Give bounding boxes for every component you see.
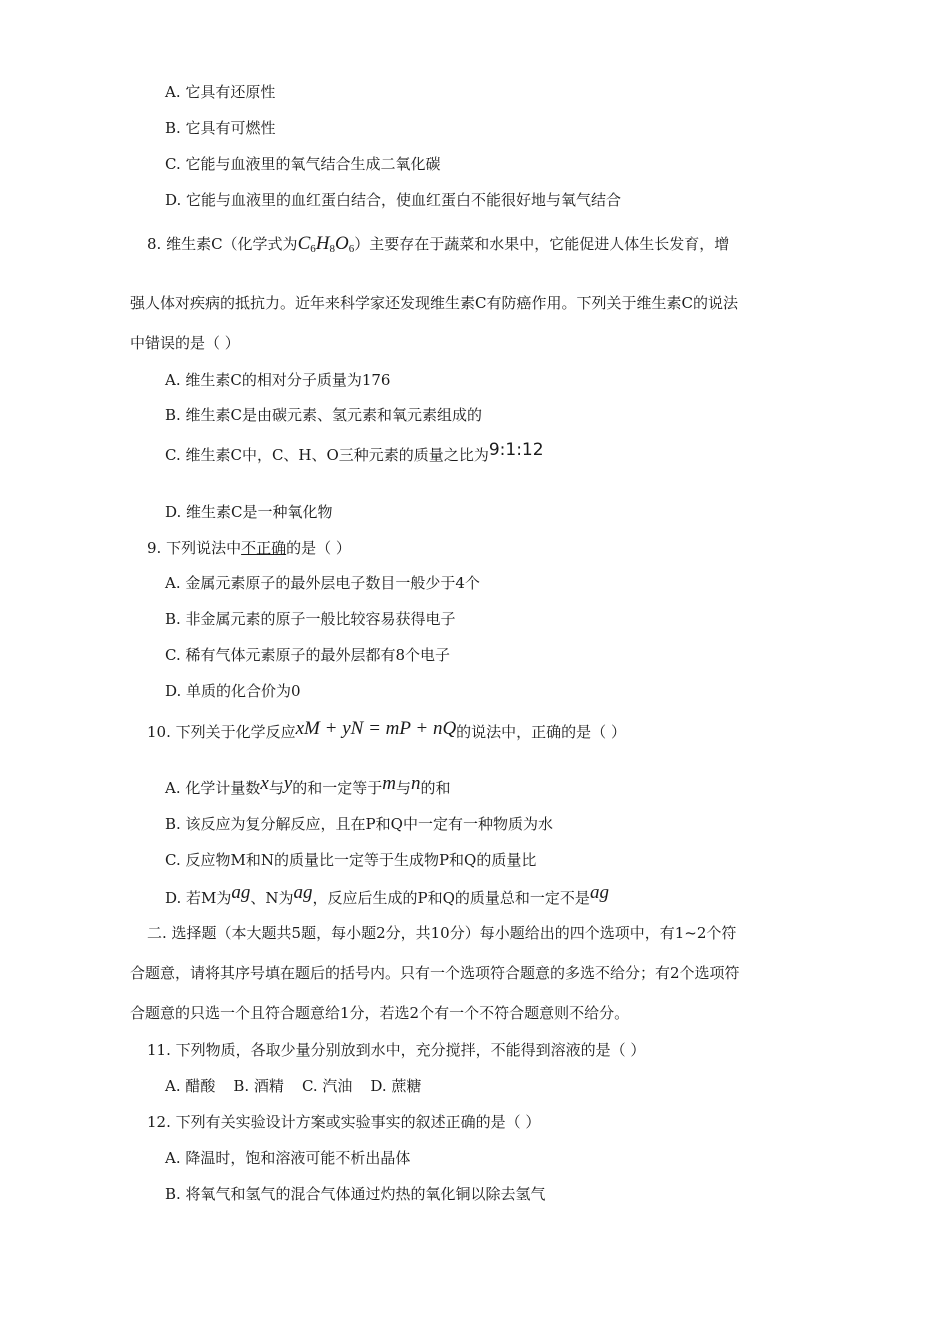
- q10-d-ag1: ag: [231, 882, 251, 903]
- q9-option-c: C. 稀有气体元素原子的最外层都有8个电子: [165, 646, 451, 664]
- formula-o-sub: 6: [348, 243, 355, 255]
- q8-stem-line2: 强人体对疾病的抵抗力。近年来科学家还发现维生素C有防癌作用。下列关于维生素C的说法: [130, 294, 738, 312]
- q7-option-b: B. 它具有可燃性: [165, 119, 276, 137]
- q11-stem: 11. 下列物质，各取少量分别放到水中，充分搅拌，不能得到溶液的是（ ）: [147, 1041, 646, 1059]
- q9-stem-pre: 9. 下列说法中: [147, 539, 242, 557]
- section2-line2: 合题意，请将其序号填在题后的括号内。只有一个选项符合题意的多选不给分；有2个选项符: [130, 964, 740, 982]
- formula-o: O: [334, 233, 349, 254]
- q8-stem-pre: 8. 维生素C（化学式为: [147, 235, 298, 253]
- q7-option-d: D. 它能与血液里的血红蛋白结合，使血红蛋白不能很好地与氧气结合: [165, 191, 622, 209]
- q8-option-c-text: C. 维生素C中，C、H、O三种元素的质量之比为: [165, 446, 489, 464]
- q11-option-a: A. 醋酸: [165, 1077, 216, 1095]
- q10-option-b: B. 该反应为复分解反应，且在P和Q中一定有一种物质为水: [165, 815, 553, 833]
- q7-option-c: C. 它能与血液里的氧气结合生成二氧化碳: [165, 155, 441, 173]
- q11-options: [165, 1076, 421, 1096]
- q8-formula: [298, 233, 355, 254]
- q10-d-ag2: ag: [293, 882, 313, 903]
- q10-option-c: C. 反应物M和N的质量比一定等于生成物P和Q的质量比: [165, 851, 537, 869]
- q9-option-a: A. 金属元素原子的最外层电子数目一般少于4个: [165, 574, 480, 592]
- q12-stem: 12. 下列有关实验设计方案或实验事实的叙述正确的是（ ）: [147, 1113, 541, 1131]
- q10-a-m: m: [382, 773, 397, 794]
- q9-stem-underline: 不正确: [241, 539, 287, 557]
- q9-stem-post: 的是（ ）: [286, 539, 351, 557]
- q11-option-c: C. 汽油: [301, 1077, 353, 1095]
- q8-stem-post: ）主要存在于蔬菜和水果中，它能促进人体生长发育，增: [354, 235, 730, 253]
- formula-c: C: [297, 233, 311, 254]
- q8-stem-line1: [147, 234, 729, 259]
- q10-a-y: y: [283, 773, 293, 794]
- section2-line3: 合题意的只选一个且符合题意给1分，若选2个有一个不符合题意则不给分。: [130, 1004, 630, 1022]
- q10-stem: [147, 718, 626, 742]
- q10-d-mid: 、N为: [250, 889, 294, 907]
- q12-option-b: B. 将氧气和氢气的混合气体通过灼热的氧化铜以除去氢气: [165, 1185, 546, 1203]
- q10-a-mid1: 与: [268, 779, 284, 797]
- q8-stem-line3: 中错误的是（ ）: [130, 334, 240, 352]
- q10-d-pre: D. 若M为: [165, 889, 232, 907]
- q10-stem-pre: 10. 下列关于化学反应: [147, 723, 296, 741]
- q8-option-d: D. 维生素C是一种氧化物: [165, 503, 333, 521]
- q8-option-a: A. 维生素C的相对分子质量为176: [165, 371, 391, 389]
- q9-option-b: B. 非金属元素的原子一般比较容易获得电子: [165, 610, 456, 628]
- q10-a-mid3: 与: [396, 779, 412, 797]
- q11-option-d: D. 蔗糖: [370, 1077, 422, 1095]
- q11-option-b: B. 酒精: [233, 1077, 284, 1095]
- q10-d-ag3: ag: [589, 882, 609, 903]
- q10-a-post: 的和: [420, 779, 451, 797]
- q8-option-b: B. 维生素C是由碳元素、氢元素和氧元素组成的: [165, 406, 483, 424]
- q9-option-d: D. 单质的化合价为0: [165, 682, 301, 700]
- q10-a-pre: A. 化学计量数: [165, 779, 261, 797]
- q10-option-d: [165, 882, 609, 908]
- q10-stem-post: 的说法中，正确的是（ ）: [456, 723, 626, 741]
- q10-equation: xM + yN = mP + nQ: [295, 718, 457, 739]
- q10-a-x: x: [260, 773, 269, 794]
- section2-line1: 二. 选择题（本大题共5题，每小题2分，共10分）每小题给出的四个选项中，有1~2个符: [147, 924, 737, 942]
- q7-option-a: A. 它具有还原性: [165, 83, 276, 101]
- q10-a-n: n: [411, 773, 421, 794]
- formula-h-sub: 8: [329, 243, 335, 255]
- q8-option-c: [165, 440, 544, 465]
- q9-stem: [147, 538, 351, 558]
- q10-d-mid2: ，反应后生成的P和Q的质量总和一定不是: [312, 889, 590, 907]
- q10-a-mid2: 的和一定等于: [292, 779, 383, 797]
- formula-c-sub: 6: [310, 243, 316, 255]
- q10-option-a: [165, 773, 451, 798]
- formula-h: H: [315, 233, 330, 254]
- q8-ratio: 9:1:12: [488, 440, 544, 460]
- q12-option-a: A. 降温时，饱和溶液可能不析出晶体: [165, 1149, 411, 1167]
